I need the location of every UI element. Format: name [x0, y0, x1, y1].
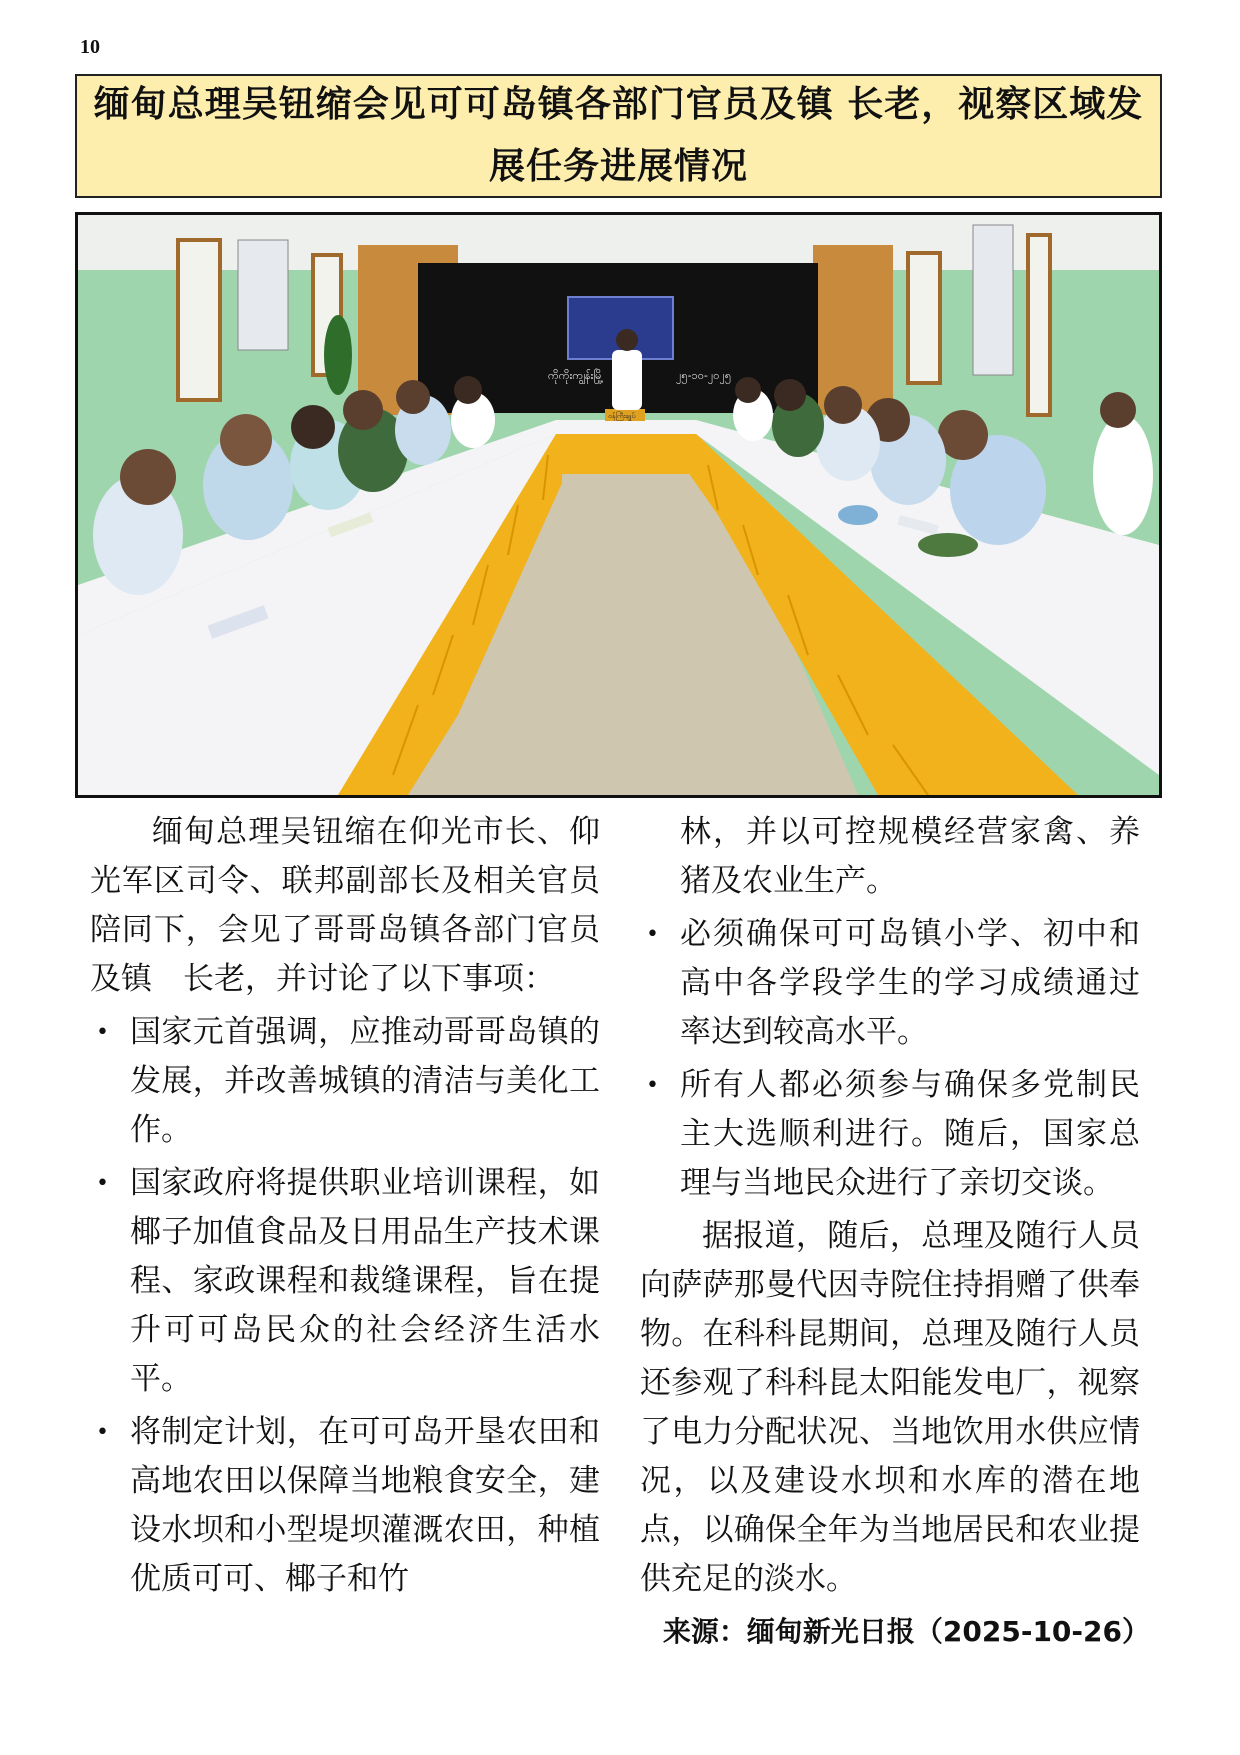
right-bullet-list: [640, 910, 1140, 1208]
window-right-2: [1028, 235, 1050, 415]
headline-box: [75, 74, 1162, 198]
list-item: • 国家政府将提供职业培训课程，如椰子加值食品及日用品生产技术课程、家政课程和裁缝课程，旨在提升可可岛民众的社会经济生活水平。: [90, 1159, 600, 1404]
bullet-icon: •: [646, 1073, 659, 1098]
screen-date: ၂၅-၁၀-၂၀၂၅: [676, 369, 732, 382]
meeting-photo: [75, 212, 1162, 798]
screen-title: ကိုကိုးကျွန်းမြို့: [548, 369, 604, 382]
projection-screen: [568, 297, 673, 359]
closing-paragraph: 据报道，随后，总理及随行人员向萨萨那曼代因寺院住持捐赠了供奉物。在科科昆期间，总理及随行人员还参观了科科昆太阳能发电厂，视察了电力分配状况、当地饮用水供应情况，以及建设水坝和水库的潜在地点，以确保全年为当地居民和农业提供充足的淡水。: [640, 1218, 1140, 1597]
list-item: • 国家元首强调，应推动哥哥岛镇的发展，并改善城镇的清洁与美化工作。: [90, 1008, 600, 1155]
bullet-continuation: 林，并以可控规模经营家禽、养猪及农业生产。: [680, 814, 1140, 899]
head-table-skirt: [556, 434, 696, 474]
left-column: [90, 808, 600, 1608]
svg-text:ဝန်ကြီးချုပ်: ဝန်ကြီးချုပ်: [608, 412, 636, 420]
wall-map-right: [973, 225, 1013, 375]
window-right: [908, 253, 940, 383]
bullet-icon: •: [646, 922, 659, 947]
bullet-icon: •: [96, 1420, 109, 1445]
speaker-body: [612, 350, 642, 410]
source-credit: 来源：缅甸新光日报（2025-10-26）: [662, 1615, 1150, 1648]
bullet-icon: •: [96, 1171, 109, 1196]
head-table-top: [556, 420, 696, 434]
list-item: • 将制定计划，在可可岛开垦农田和高地农田以保障当地粮食安全，建设水坝和小型堤坝灌溉农田，种植优质可可、椰子和竹: [90, 1408, 600, 1604]
bullet-icon: •: [96, 1020, 109, 1045]
speaker-head: [616, 329, 638, 351]
list-item: • 必须确保可可岛镇小学、初中和高中各学段学生的学习成绩通过率达到较高水平。: [640, 910, 1140, 1057]
headline: 缅甸总理吴钮缩会见可可岛镇各部门官员及镇 长老，视察区域发展任务进展情况: [93, 84, 1144, 187]
window-left: [178, 240, 220, 400]
list-item: • 所有人都必须参与确保多党制民主大选顺利进行。随后，国家总理与当地民众进行了亲切交谈。: [640, 1061, 1140, 1208]
left-bullet-list: [90, 1008, 600, 1604]
meeting-illustration: [78, 215, 1159, 795]
page-number: 10: [80, 36, 100, 58]
right-column: [640, 808, 1140, 1608]
wall-map-left: [238, 240, 288, 350]
intro-paragraph: 缅甸总理吴钮缩在仰光市长、仰光军区司令、联邦副部长及相关官员陪同下，会见了哥哥岛镇各部门官员及镇 长老，并讨论了以下事项：: [90, 814, 600, 997]
